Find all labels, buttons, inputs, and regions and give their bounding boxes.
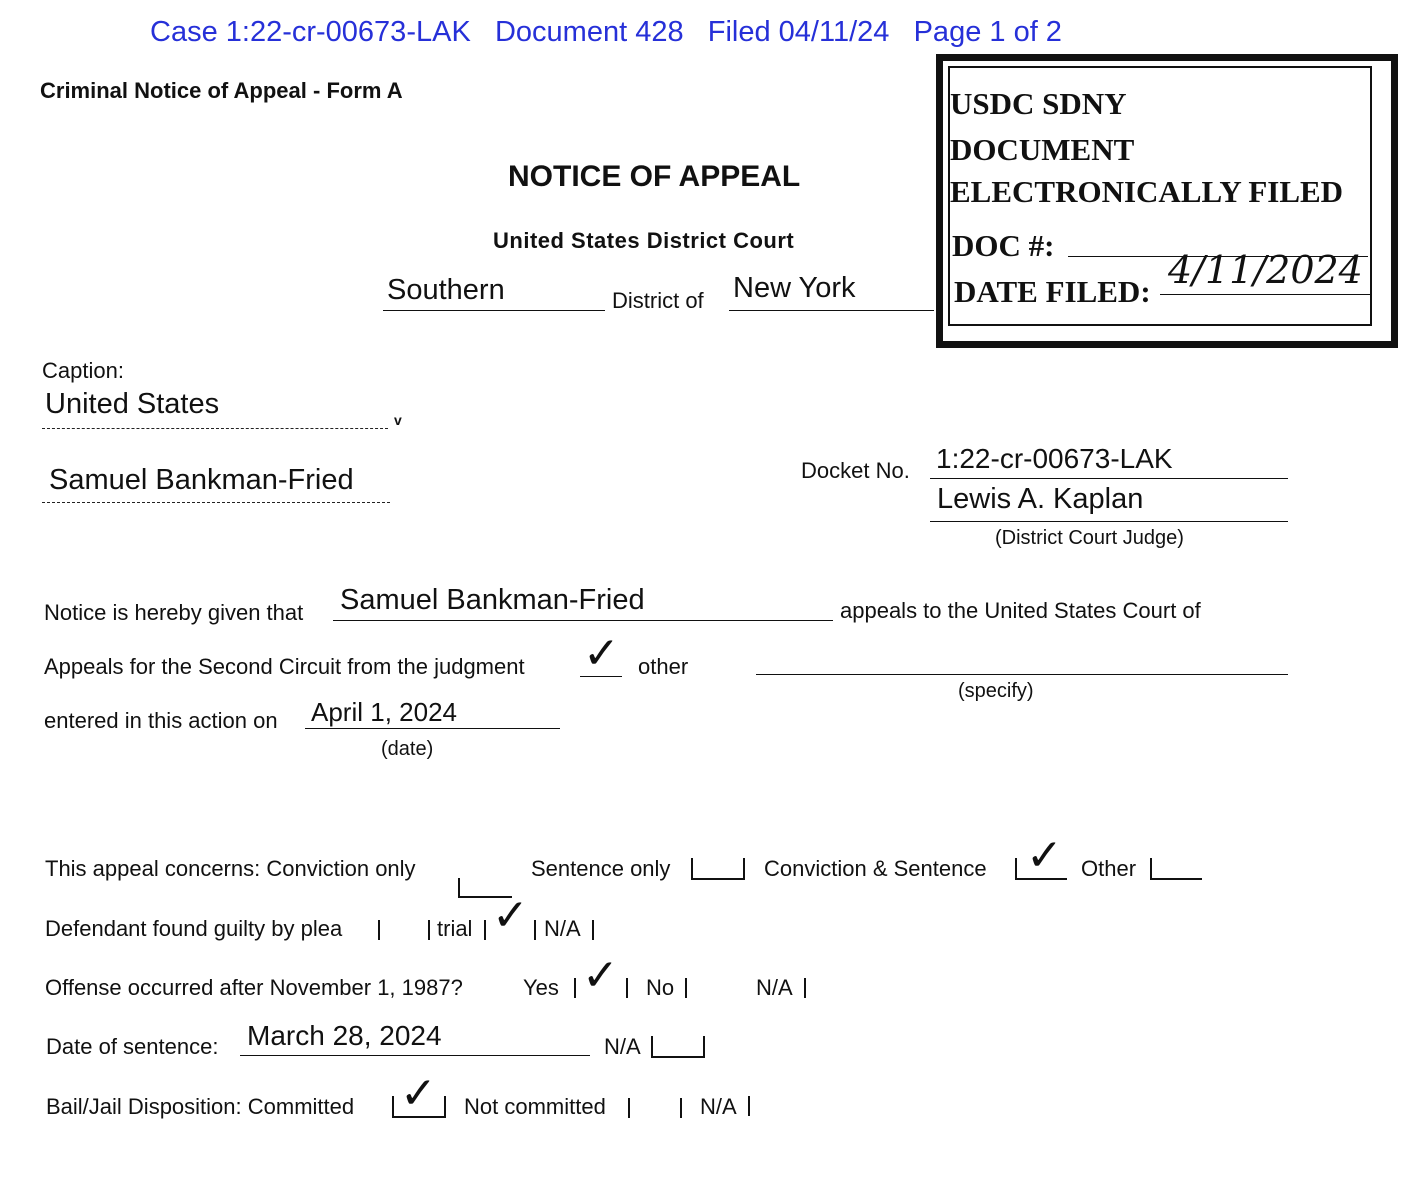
stamp-doc-number-label: DOC #:	[952, 228, 1055, 263]
district-name: Southern	[387, 274, 505, 306]
plea-checkbox[interactable]	[378, 920, 430, 940]
bail-na-label: N/A	[700, 1094, 737, 1119]
docket-number: 1:22-cr-00673-LAK	[936, 443, 1173, 474]
offense-yes-label: Yes	[523, 975, 559, 1000]
judgment-line-label: Appeals for the Second Circuit from the judgment	[44, 654, 525, 679]
offense-na-checkbox[interactable]	[804, 978, 806, 998]
stamp-date-handwritten: 4/11/2024	[1168, 248, 1363, 292]
entered-date: April 1, 2024	[311, 697, 457, 727]
entered-prefix: entered in this action on	[44, 708, 278, 733]
stamp-electronically-filed: ELECTRONICALLY FILED	[950, 174, 1344, 209]
stamp-date-filed-label: DATE FILED:	[954, 274, 1151, 309]
notice-prefix: Notice is hereby given that	[44, 600, 304, 625]
district-of-label: District of	[612, 288, 704, 313]
notice-suffix: appeals to the United States Court of	[840, 598, 1201, 623]
stamp-date-line	[1160, 294, 1372, 295]
page-number: Page 1 of 2	[913, 16, 1062, 48]
stamp-document: DOCUMENT	[950, 132, 1135, 167]
judge-underline	[930, 521, 1288, 522]
judgment-box	[580, 676, 622, 677]
entered-date-underline	[305, 728, 560, 729]
sentence-date-underline	[240, 1055, 590, 1056]
concerns-row	[45, 856, 416, 882]
offense-no-checkbox[interactable]	[685, 978, 687, 998]
guilty-na-label: N/A	[544, 916, 581, 941]
sentence-date-label: Date of sentence:	[46, 1034, 219, 1059]
not-committed-checkbox[interactable]	[628, 1098, 682, 1118]
versus-label: v	[394, 412, 402, 428]
sentence-date: March 28, 2024	[247, 1020, 442, 1051]
filing-stamp	[928, 44, 1396, 344]
offense-na-label: N/A	[756, 975, 793, 1000]
docket-label: Docket No.	[801, 458, 910, 483]
concerns-label: This appeal concerns:	[45, 856, 261, 881]
appellant-name: Samuel Bankman-Fried	[340, 584, 645, 616]
stamp-court: USDC SDNY	[950, 86, 1127, 121]
page-title: NOTICE OF APPEAL	[508, 160, 801, 193]
offense-no-label: No	[646, 975, 675, 1000]
trial-label: trial	[437, 916, 473, 941]
state-underline	[729, 310, 934, 311]
specify-underline	[756, 674, 1288, 675]
offense-label: Offense occurred after November 1, 1987?	[45, 975, 463, 1000]
sentence-only-label: Sentence only	[531, 856, 671, 881]
docket-underline	[930, 478, 1288, 479]
case-number: Case 1:22-cr-00673-LAK	[150, 16, 471, 48]
offense-yes-checkmark-icon: ✓	[582, 950, 619, 1001]
trial-checkmark-icon: ✓	[492, 890, 529, 941]
not-committed-label: Not committed	[464, 1094, 606, 1119]
judge-name: Lewis A. Kaplan	[937, 483, 1144, 515]
district-underline	[383, 310, 605, 311]
filed-date: Filed 04/11/24	[707, 16, 890, 48]
sentence-only-checkbox[interactable]	[691, 858, 745, 880]
court-name: United States District Court	[493, 228, 795, 253]
sentence-na-checkbox[interactable]	[651, 1036, 705, 1058]
state-name: New York	[733, 272, 856, 304]
other-label: other	[638, 654, 689, 679]
sentence-na-label: N/A	[604, 1034, 641, 1059]
committed-checkmark-icon: ✓	[400, 1068, 437, 1119]
plaintiff-underline	[42, 428, 388, 429]
conviction-only-label: Conviction only	[266, 856, 416, 881]
bail-na-checkbox[interactable]	[748, 1096, 750, 1116]
defendant-underline	[42, 502, 390, 503]
document-number: Document 428	[494, 16, 684, 48]
bail-committed-label: Bail/Jail Disposition: Committed	[46, 1094, 355, 1119]
ecf-header	[150, 16, 1062, 49]
conviction-sentence-checkmark-icon: ✓	[1026, 830, 1063, 881]
plaintiff-name: United States	[45, 388, 220, 420]
judge-label: (District Court Judge)	[995, 527, 1184, 549]
defendant-name: Samuel Bankman-Fried	[49, 464, 354, 496]
appellant-underline	[333, 620, 833, 621]
specify-label: (specify)	[958, 680, 1034, 702]
form-label: Criminal Notice of Appeal - Form A	[40, 78, 403, 103]
other-concerns-label: Other	[1081, 856, 1137, 881]
conviction-sentence-label: Conviction & Sentence	[764, 856, 987, 881]
other-concerns-checkbox[interactable]	[1150, 858, 1202, 880]
date-label: (date)	[381, 738, 434, 760]
guilty-plea-label: Defendant found guilty by plea	[45, 916, 343, 941]
judgment-checkmark-icon: ✓	[583, 628, 620, 679]
guilty-na-checkbox[interactable]	[592, 920, 594, 940]
caption-label: Caption:	[42, 358, 124, 383]
